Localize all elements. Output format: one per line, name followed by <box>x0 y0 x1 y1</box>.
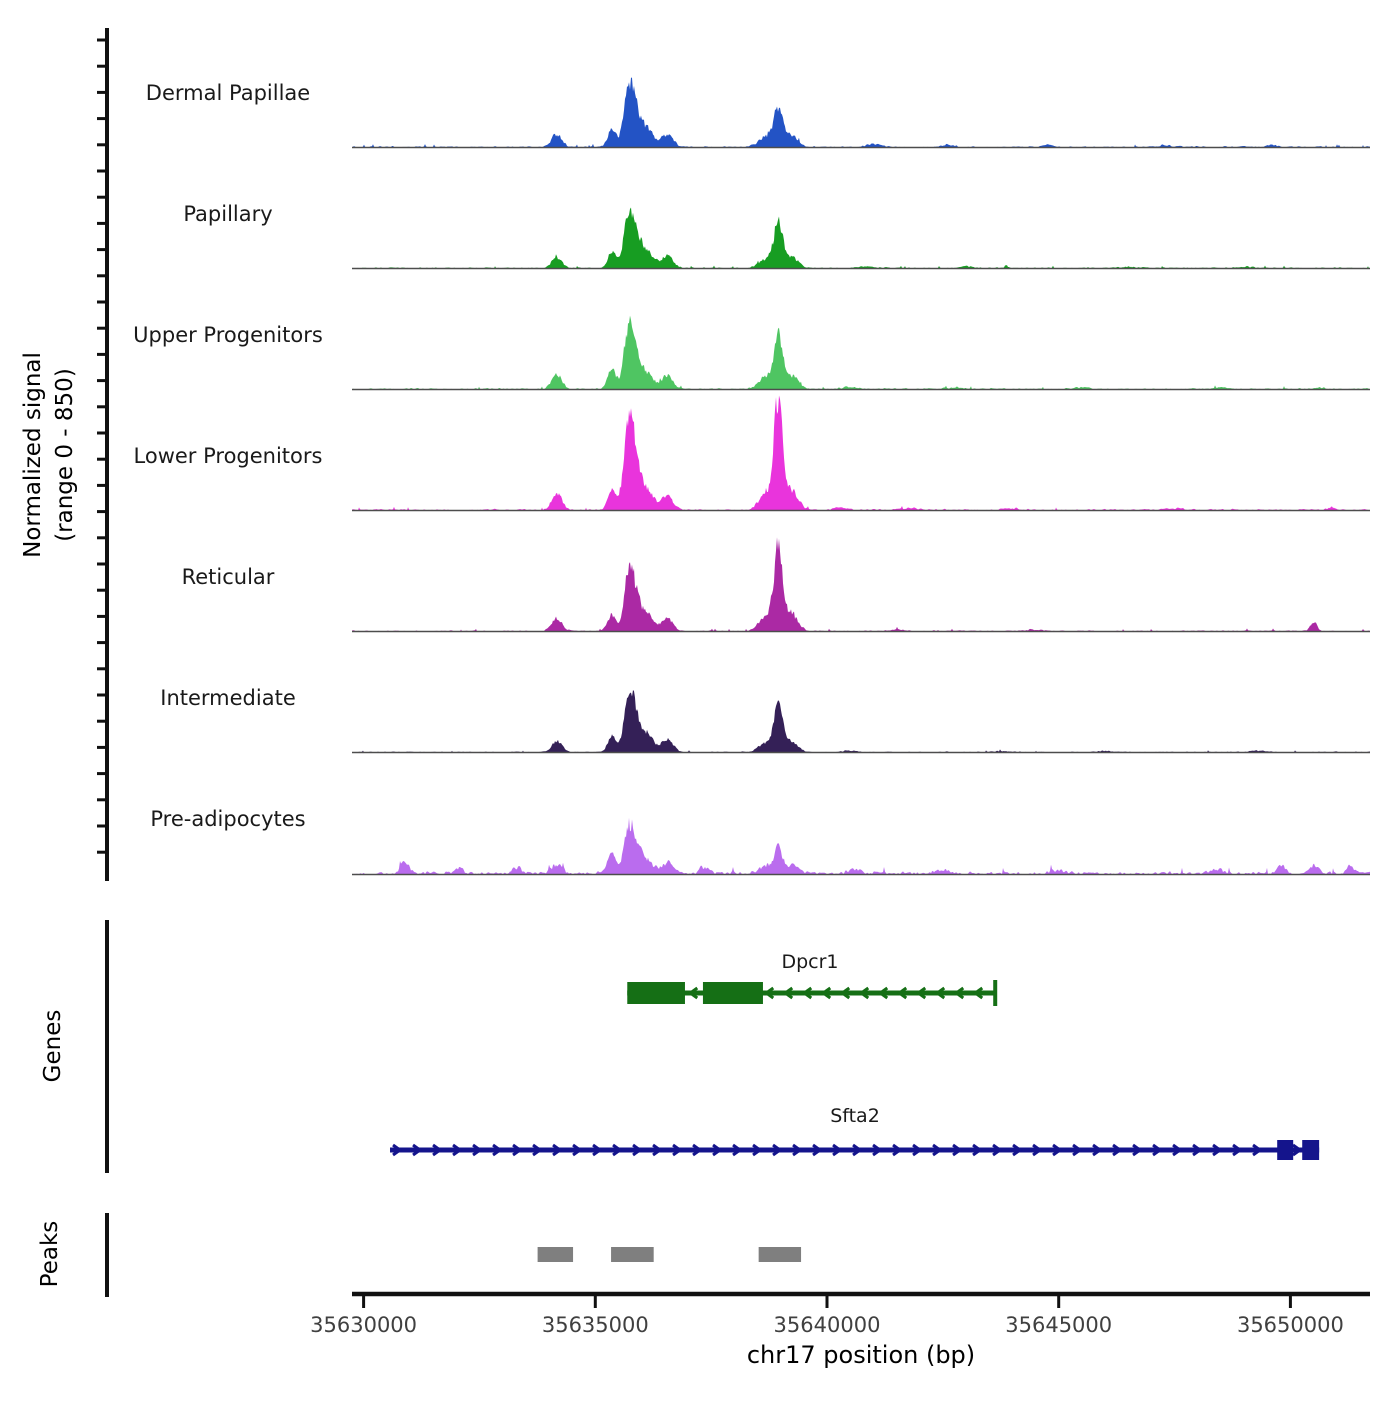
signal-area-path <box>352 208 1370 269</box>
signal-area-path <box>352 818 1370 875</box>
peaks-track-area <box>538 1247 801 1262</box>
x-axis-title: chr17 position (bp) <box>746 1341 976 1369</box>
genes-track-title: Genes <box>40 1009 66 1083</box>
gene-exon <box>703 982 763 1004</box>
x-axis-tick-label: 35640000 <box>773 1313 881 1337</box>
track-label-upper-progenitors: Upper Progenitors <box>133 323 323 347</box>
signal-area-path <box>352 396 1370 511</box>
x-axis <box>310 1294 1370 1337</box>
gene-name-label: Sfta2 <box>830 1105 880 1127</box>
signal-track-upper-progenitors <box>352 316 1370 390</box>
signal-track-lower-progenitors <box>352 396 1370 511</box>
x-axis-tick-label: 35630000 <box>310 1313 418 1337</box>
gene-exon <box>627 982 685 1004</box>
signal-track-reticular <box>352 537 1370 631</box>
track-label-papillary: Papillary <box>183 202 273 226</box>
genes-track-area <box>390 951 1319 1160</box>
gene-exon <box>1302 1140 1319 1160</box>
signal-track-dermal-papillae <box>352 78 1370 148</box>
track-label-pre-adipocytes: Pre-adipocytes <box>150 807 306 831</box>
peak-interval <box>611 1247 654 1262</box>
gene-sfta2 <box>390 1105 1319 1160</box>
signal-track-intermediate <box>352 690 1370 752</box>
track-label-reticular: Reticular <box>181 565 275 589</box>
x-axis-tick-label: 35650000 <box>1236 1313 1344 1337</box>
track-label-intermediate: Intermediate <box>160 686 296 710</box>
x-axis-tick-label: 35635000 <box>541 1313 649 1337</box>
x-axis-tick-label: 35645000 <box>1005 1313 1113 1337</box>
signal-area-path <box>352 78 1370 148</box>
y-axis-title-line2: (range 0 - 850) <box>52 368 78 542</box>
y-axis-title-line1: Normalized signal <box>20 352 46 558</box>
gene-name-label: Dpcr1 <box>781 951 839 973</box>
peak-interval <box>759 1247 801 1262</box>
track-label-lower-progenitors: Lower Progenitors <box>133 444 323 468</box>
signal-area-path <box>352 316 1370 390</box>
signal-y-axis <box>97 28 107 881</box>
signal-tracks-area <box>352 78 1370 875</box>
gene-exon <box>1277 1140 1293 1160</box>
signal-track-papillary <box>352 208 1370 269</box>
gene-end-marker <box>993 980 997 1006</box>
signal-area-path <box>352 690 1370 752</box>
track-label-dermal-papillae: Dermal Papillae <box>145 81 311 105</box>
gene-dpcr1 <box>627 951 997 1006</box>
peak-interval <box>538 1247 573 1262</box>
signal-track-pre-adipocytes <box>352 818 1370 875</box>
peaks-track-title: Peaks <box>37 1220 63 1288</box>
signal-area-path <box>352 537 1370 631</box>
